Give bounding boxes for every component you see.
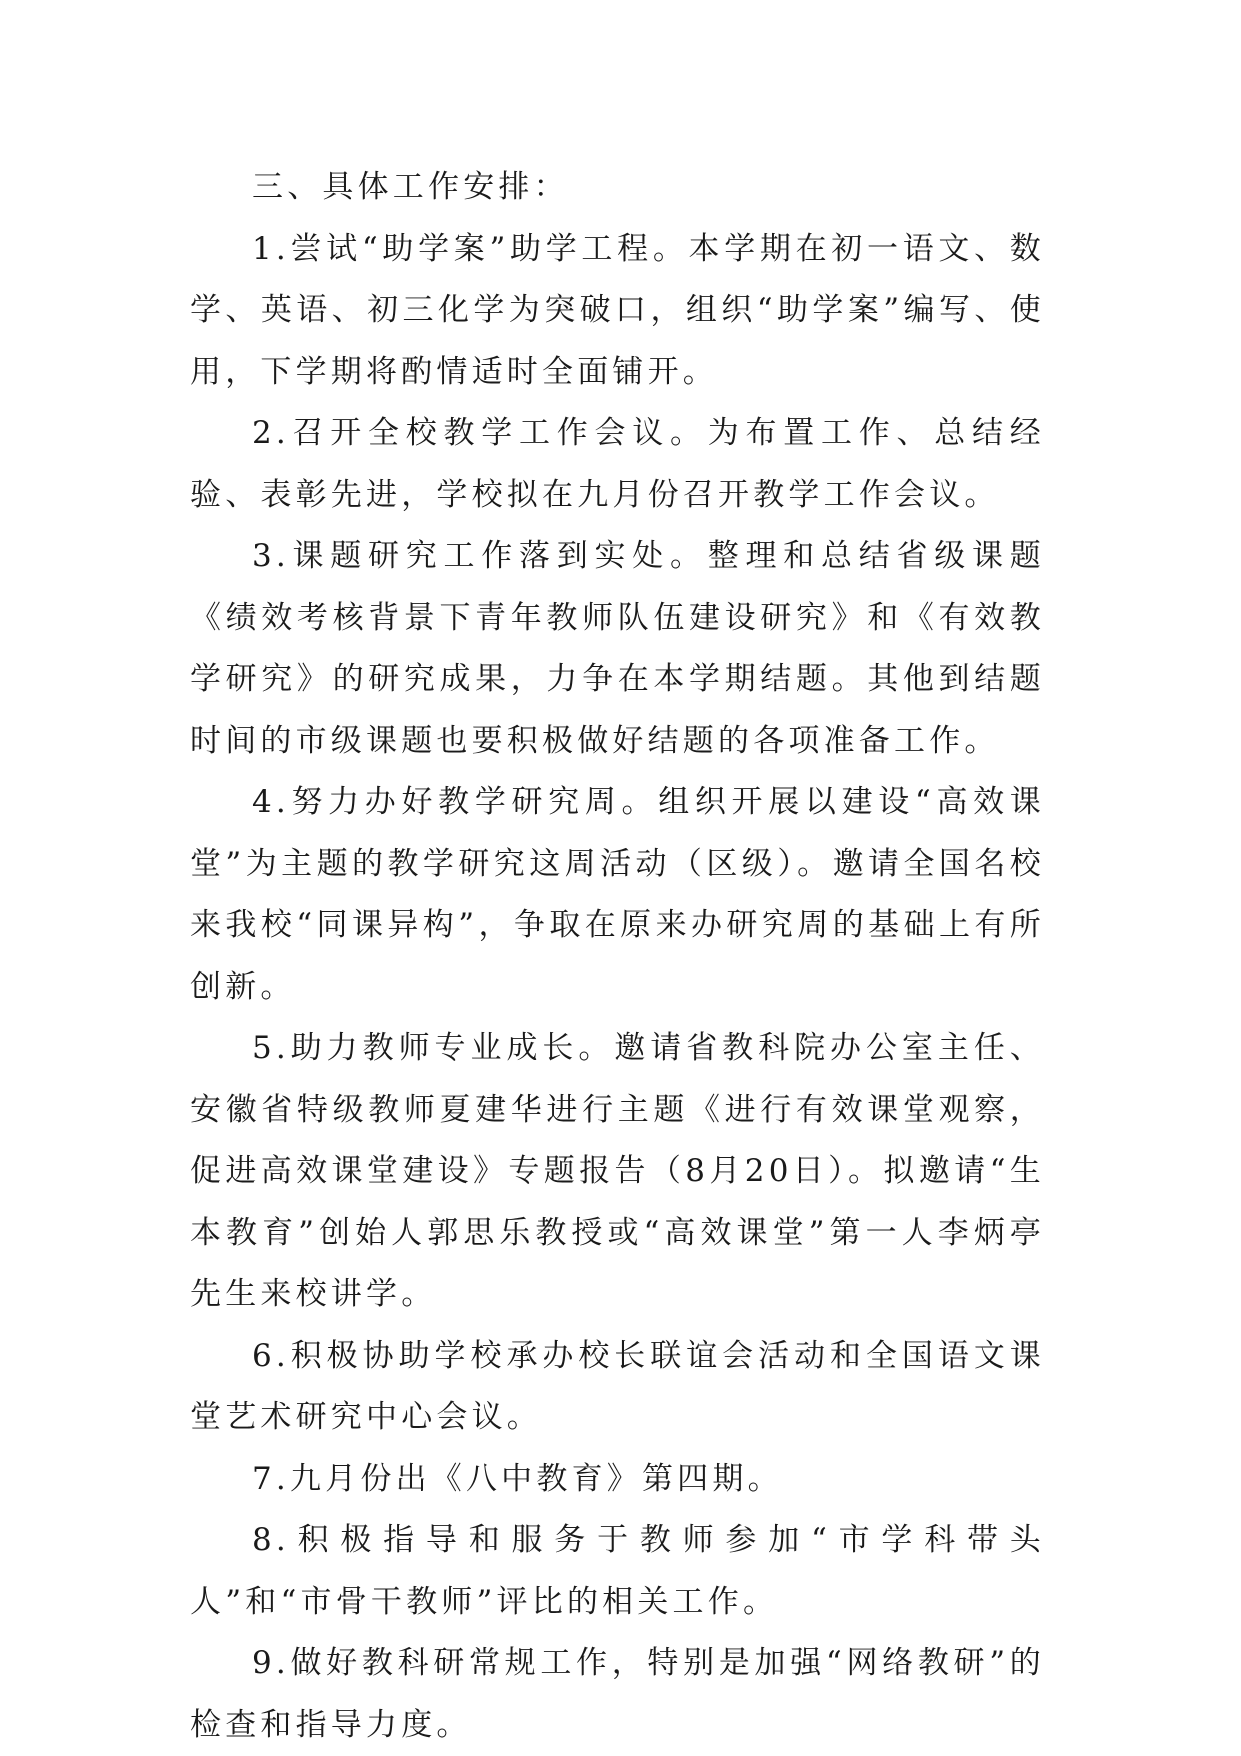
work-item-5: 5.助力教师专业成长。邀请省教科院办公室主任、安徽省特级教师夏建华进行主题《进行有效课堂观察，促进高效课堂建设》专题报告（8月20日）。拟邀请“生本教育”创始人郭思乐教授或“高效课堂”第一人李炳亭先生来校讲学。 xyxy=(190,1018,1045,1326)
work-item-8: 8.积极指导和服务于教师参加“市学科带头人”和“市骨干教师”评比的相关工作。 xyxy=(190,1510,1045,1633)
work-item-3: 3.课题研究工作落到实处。整理和总结省级课题《绩效考核背景下青年教师队伍建设研究》和《有效教学研究》的研究成果，力争在本学期结题。其他到结题时间的市级课题也要积极做好结题的各项准备工作。 xyxy=(190,526,1045,772)
work-item-9: 9.做好教科研常规工作，特别是加强“网络教研”的检查和指导力度。 xyxy=(190,1633,1045,1756)
work-item-6: 6.积极协助学校承办校长联谊会活动和全国语文课堂艺术研究中心会议。 xyxy=(190,1326,1045,1449)
work-item-4: 4.努力办好教学研究周。组织开展以建设“高效课堂”为主题的教学研究这周活动（区级）。邀请全国名校来我校“同课异构”，争取在原来办研究周的基础上有所创新。 xyxy=(190,772,1045,1018)
work-item-2: 2.召开全校教学工作会议。为布置工作、总结经验、表彰先进，学校拟在九月份召开教学工作会议。 xyxy=(190,403,1045,526)
document-body xyxy=(190,157,1045,1756)
section-heading: 三、具体工作安排： xyxy=(190,157,1045,219)
work-item-7: 7.九月份出《八中教育》第四期。 xyxy=(190,1449,1045,1511)
work-item-list xyxy=(190,219,1045,1756)
work-item-1: 1.尝试“助学案”助学工程。本学期在初一语文、数学、英语、初三化学为突破口，组织“助学案”编写、使用，下学期将酌情适时全面铺开。 xyxy=(190,219,1045,404)
